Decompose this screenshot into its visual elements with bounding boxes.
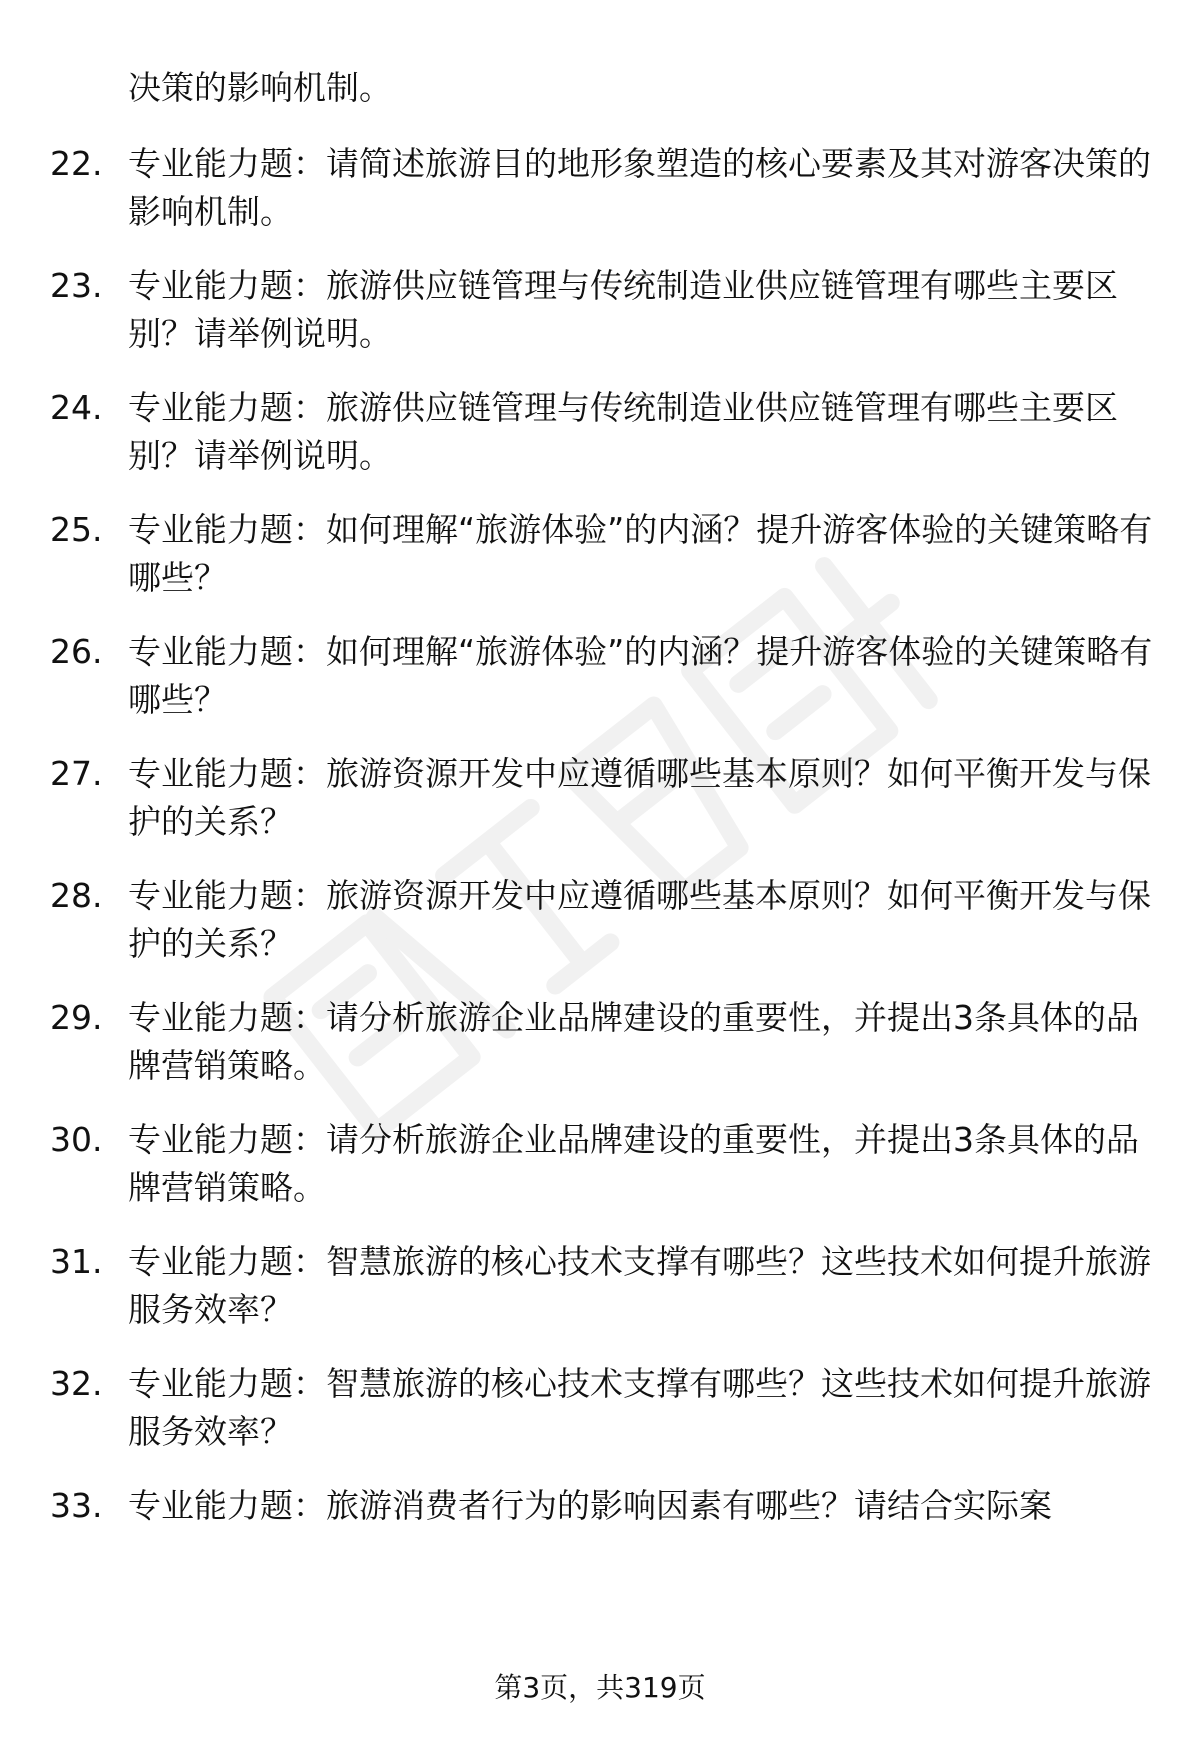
question-text: 专业能力题：请分析旅游企业品牌建设的重要性，并提出3条具体的品牌营销策略。 <box>128 998 1139 1085</box>
question-item <box>50 628 1160 724</box>
question-number: 22. <box>50 144 103 183</box>
question-text: 专业能力题：旅游资源开发中应遵循哪些基本原则？如何平衡开发与保护的关系？ <box>128 876 1151 963</box>
question-number: 30. <box>50 1120 103 1159</box>
question-text: 专业能力题：请简述旅游目的地形象塑造的核心要素及其对游客决策的影响机制。 <box>128 144 1151 231</box>
question-item <box>50 1238 1160 1334</box>
question-number: 27. <box>50 754 103 793</box>
question-text: 专业能力题：如何理解“旅游体验”的内涵？提升游客体验的关键策略有哪些？ <box>128 632 1153 719</box>
question-item <box>50 994 1160 1090</box>
question-number: 24. <box>50 388 103 427</box>
question-text: 专业能力题：智慧旅游的核心技术支撑有哪些？这些技术如何提升旅游服务效率？ <box>128 1242 1151 1329</box>
question-number: 33. <box>50 1486 103 1525</box>
question-number: 29. <box>50 998 103 1037</box>
question-number: 25. <box>50 510 103 549</box>
question-number: 28. <box>50 876 103 915</box>
question-item <box>50 872 1160 968</box>
question-number: 31. <box>50 1242 103 1281</box>
question-number: 26. <box>50 632 103 671</box>
question-text: 专业能力题：智慧旅游的核心技术支撑有哪些？这些技术如何提升旅游服务效率？ <box>128 1364 1151 1451</box>
question-item <box>50 262 1160 358</box>
question-text: 专业能力题：请分析旅游企业品牌建设的重要性，并提出3条具体的品牌营销策略。 <box>128 1120 1139 1207</box>
question-text: 专业能力题：旅游消费者行为的影响因素有哪些？请结合实际案 <box>128 1486 1052 1525</box>
question-item <box>50 384 1160 480</box>
page-footer: 第3页，共319页 <box>494 1671 706 1704</box>
question-text: 专业能力题：如何理解“旅游体验”的内涵？提升游客体验的关键策略有哪些？ <box>128 510 1153 597</box>
question-number: 23. <box>50 266 103 305</box>
question-item <box>50 140 1160 236</box>
question-number: 32. <box>50 1364 103 1403</box>
question-item <box>50 750 1160 846</box>
question-item <box>50 506 1160 602</box>
question-text: 专业能力题：旅游资源开发中应遵循哪些基本原则？如何平衡开发与保护的关系？ <box>128 754 1151 841</box>
question-item <box>50 1116 1160 1212</box>
carryover-text: 决策的影响机制。 <box>128 68 392 107</box>
question-item <box>50 1482 1160 1530</box>
question-list <box>50 140 1160 1556</box>
question-text: 专业能力题：旅游供应链管理与传统制造业供应链管理有哪些主要区别？请举例说明。 <box>128 266 1118 353</box>
question-text: 专业能力题：旅游供应链管理与传统制造业供应链管理有哪些主要区别？请举例说明。 <box>128 388 1118 475</box>
question-item <box>50 1360 1160 1456</box>
